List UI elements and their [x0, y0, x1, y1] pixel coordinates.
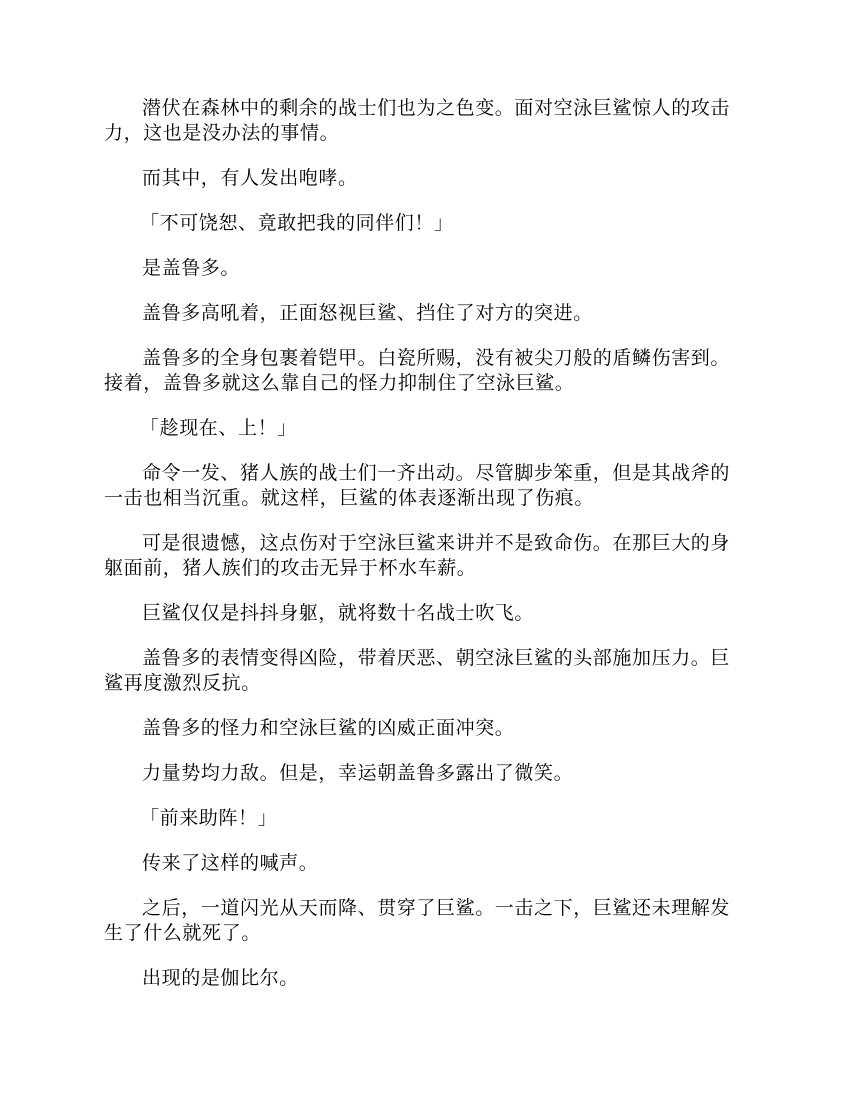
paragraph: 是盖鲁多。	[142, 257, 241, 279]
dialogue-line: 「不可饶恕、竟敢把我的同伴们！」	[140, 212, 454, 234]
paragraph: 盖鲁多的表情变得凶险，带着厌恶、朝空泳巨鲨的头部施加压力。巨鲨再度激烈反抗。	[104, 647, 731, 694]
paragraph: 传来了这样的喊声。	[142, 852, 319, 874]
paragraph: 可是很遗憾，这点伤对于空泳巨鲨来讲并不是致命伤。在那巨大的身躯面前，猪人族们的攻击无异于杯水车薪。	[104, 532, 731, 579]
paragraph: 命令一发、猪人族的战士们一齐出动。尽管脚步笨重，但是其战斧的一击也相当沉重。就这样，巨鲨的体表逐渐出现了伤痕。	[104, 462, 731, 509]
paragraph: 潜伏在森林中的剩余的战士们也为之色变。面对空泳巨鲨惊人的攻击力，这也是没办法的事情。	[104, 97, 731, 144]
paragraph: 盖鲁多高吼着，正面怒视巨鲨、挡住了对方的突进。	[142, 302, 593, 324]
paragraph: 巨鲨仅仅是抖抖身躯，就将数十名战士吹飞。	[142, 602, 535, 624]
paragraph: 而其中，有人发出咆哮。	[142, 167, 358, 189]
paragraph: 之后，一道闪光从天而降、贯穿了巨鲨。一击之下，巨鲨还未理解发生了什么就死了。	[104, 897, 731, 944]
paragraph: 盖鲁多的全身包裹着铠甲。白瓷所赐，没有被尖刀般的盾鳞伤害到。接着，盖鲁多就这么靠自己的怪力抑制住了空泳巨鲨。	[104, 347, 731, 394]
document-page	[104, 96, 748, 1011]
dialogue-line: 「趁现在、上！」	[140, 417, 297, 439]
paragraph: 力量势均力敌。但是，幸运朝盖鲁多露出了微笑。	[142, 762, 574, 784]
paragraph: 出现的是伽比尔。	[142, 967, 299, 989]
paragraph: 盖鲁多的怪力和空泳巨鲨的凶威正面冲突。	[142, 717, 515, 739]
dialogue-line: 「前来助阵！」	[140, 807, 278, 829]
